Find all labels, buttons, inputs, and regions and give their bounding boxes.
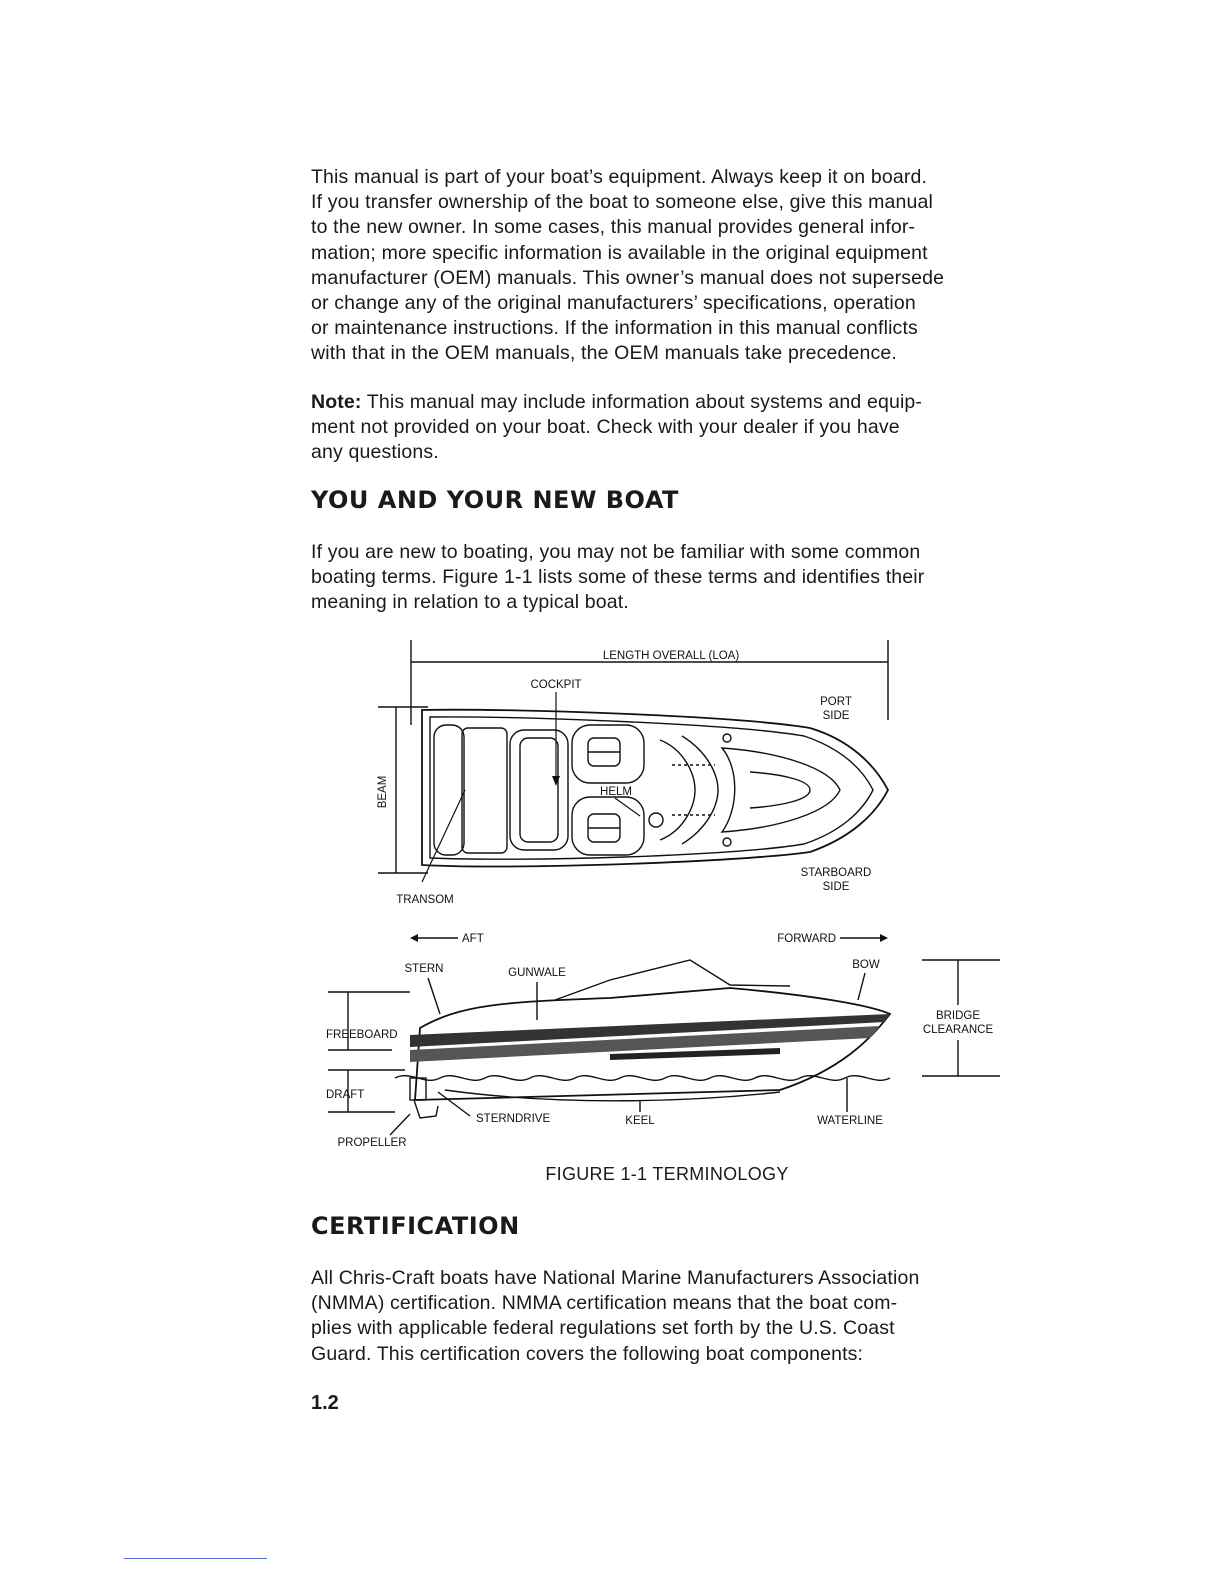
label-transom: TRANSOM	[396, 894, 454, 906]
cleat-port	[723, 734, 731, 742]
waterline-waves	[395, 1076, 890, 1081]
cleat-starboard	[723, 838, 731, 846]
hull-outline-top	[422, 710, 888, 867]
helm-seat-port	[572, 725, 644, 783]
label-gunwale: GUNWALE	[508, 967, 566, 979]
bow-lounge	[722, 748, 840, 832]
label-bridge-1: BRIDGE	[935, 1010, 981, 1022]
note-label: Note:	[311, 391, 362, 413]
note-paragraph: Note: This manual may include information about systems and equip- ment not provided on your boat. Check with your dealer if you have any questions.	[311, 391, 923, 464]
certification-paragraph: All Chris-Craft boats have National Marine Manufacturers Association (NMMA) certification. NMMA certification means that the boat com- plies with applicable federal regulations set forth by the U.S. Coast Guard. This certification covers the following boat components:	[311, 1267, 920, 1365]
rear-seat	[462, 728, 507, 853]
label-bridge-2: CLEARANCE	[922, 1024, 994, 1036]
aft-arrowhead	[410, 934, 418, 942]
propeller-blade	[414, 1100, 438, 1118]
forward-arrowhead	[880, 934, 888, 942]
page-number: 1.2	[311, 1392, 339, 1414]
label-keel: KEEL	[625, 1115, 655, 1127]
label-forward: FORWARD	[777, 933, 836, 945]
label-loa: LENGTH OVERALL (LOA)	[602, 650, 740, 662]
helm-seat-starboard	[572, 797, 644, 855]
bow-leader	[858, 973, 865, 1000]
bow-cushion	[750, 772, 810, 808]
windshield	[682, 736, 718, 844]
label-cockpit: COCKPIT	[530, 679, 582, 691]
label-draft: DRAFT	[326, 1089, 365, 1101]
label-starboard-2: SIDE	[822, 881, 850, 893]
console-left	[660, 740, 695, 840]
label-propeller: PROPELLER	[337, 1137, 407, 1149]
side-windshield	[555, 960, 790, 1000]
label-starboard-1: STARBOARD	[800, 867, 872, 879]
transom-leader	[422, 790, 465, 882]
top-view-boat	[378, 640, 888, 882]
stern-leader	[428, 978, 440, 1014]
intro-paragraph: This manual is part of your boat’s equipment. Always keep it on board. If you transfer ownership of the boat to someone else, give this manual to the new owner. In some cases, this manual provides general infor- mation; more specific information is available in the original equipment manufacturer (OEM) manuals. This owner’s manual does not supersede or change any of the original manufacturers’ specifications, operation or maintenance instructions. If the information in this manual conflicts with that in the OEM manuals, the OEM manuals take precedence.	[311, 166, 945, 365]
label-bow: BOW	[852, 959, 880, 971]
label-waterline: WATERLINE	[817, 1115, 883, 1127]
label-freeboard: FREEBOARD	[326, 1029, 398, 1041]
label-aft: AFT	[462, 933, 484, 945]
label-sterndrive: STERNDRIVE	[476, 1113, 551, 1125]
section-heading-new-boat: YOU AND YOUR NEW BOAT	[311, 486, 679, 514]
label-port-2: SIDE	[822, 710, 850, 722]
section-heading-certification: CERTIFICATION	[311, 1212, 520, 1240]
propeller-leader	[390, 1114, 410, 1135]
label-helm: HELM	[600, 786, 632, 798]
sterndrive-leader	[438, 1092, 470, 1116]
label-beam: BEAM	[377, 775, 389, 809]
steering-wheel	[649, 813, 663, 827]
new-boat-paragraph: If you are new to boating, you may not be familiar with some common boating terms. Figure 1-1 lists some of these terms and identifies their meaning in relation to a typical boat.	[311, 541, 925, 614]
label-stern: STERN	[404, 963, 444, 975]
footer-rule	[124, 1558, 267, 1559]
terminology-figure	[310, 630, 1010, 1155]
cockpit-inner	[520, 738, 558, 842]
sterndrive-unit	[410, 1078, 426, 1100]
hull-deck-line	[430, 717, 873, 859]
rear-bench	[434, 725, 464, 855]
cockpit-arrow	[552, 776, 560, 786]
figure-caption: FIGURE 1-1 TERMINOLOGY	[545, 1164, 789, 1184]
top-view-labels	[377, 650, 871, 906]
label-port-1: PORT	[820, 696, 852, 708]
cockpit-floor	[510, 730, 568, 850]
